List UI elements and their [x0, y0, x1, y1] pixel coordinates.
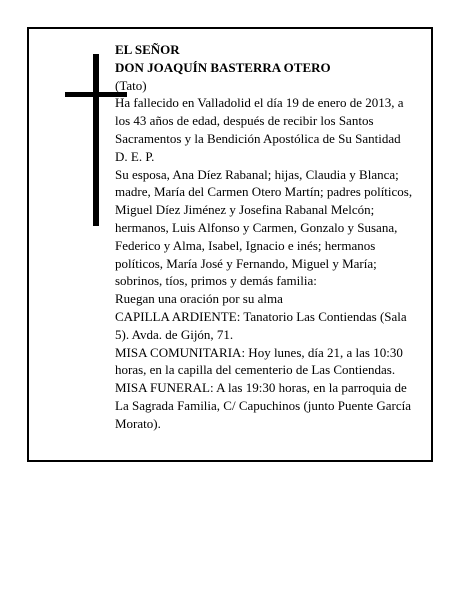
death-announcement: Ha fallecido en Valladolid el día 19 de enero de 2013, a los 43 años de edad, después de recibir los Santos Sacramentos y la Bendición Apostólica de Su Santidad	[115, 95, 404, 146]
family-list: Su esposa, Ana Díez Rabanal; hijas, Claudia y Blanca; madre, María del Carmen Otero Martín; padres políticos, Miguel Díez Jiménez y Josefina Rabanal Melcón; hermanos, Luis Alfonso y Carmen, Gonzalo y Susana, Federico y Alma, Isabel, Ignacio e inés; hermanos políticos, María José y Fernando, Miguel y María; sobrinos, tíos, primos y demás familia:	[115, 166, 413, 289]
notice-body	[115, 41, 421, 433]
obituary-notice	[27, 27, 433, 462]
chapel-info: CAPILLA ARDIENTE: Tanatorio Las Contiendas (Sala 5). Avda. de Gijón, 71.	[115, 308, 407, 342]
deceased-name: DON JOAQUÍN BASTERRA OTERO	[115, 59, 331, 75]
rest-in-peace: D. E. P.	[115, 148, 155, 164]
heading-title: EL SEÑOR	[115, 42, 180, 57]
community-mass-info: MISA COMUNITARIA: Hoy lunes, día 21, a las 10:30 horas, en la capilla del cementerio de Las Contiendas.	[115, 344, 403, 378]
funeral-mass-info: MISA FUNERAL: A las 19:30 horas, en la parroquia de La Sagrada Familia, C/ Capuchinos (junto Puente García Morato).	[115, 380, 412, 431]
nickname: (Tato)	[115, 77, 147, 93]
cross-vertical-bar	[93, 54, 99, 226]
prayer-request: Ruegan una oración por su alma	[115, 291, 283, 307]
